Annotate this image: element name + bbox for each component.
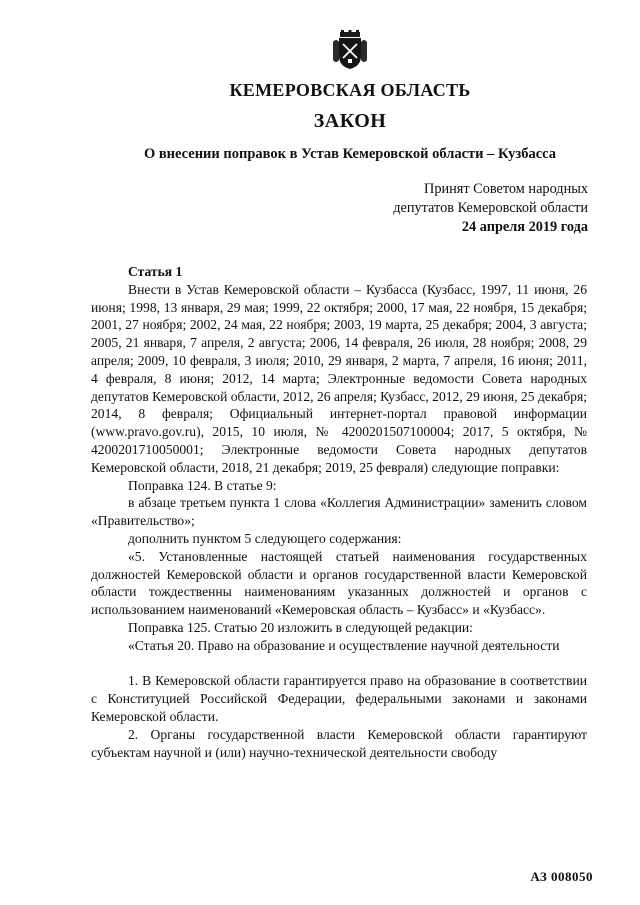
article-intro: Внести в Устав Кемеровской области – Кузбасса (Кузбасс, 1997, 11 июня, 26 июня; 1998, 13 января, 29 мая; 1999, 22 октября; 2000, 17 мая, 22 ноября, 15 декабря; 2001, 27 ноября; 2002, 24 мая, 22 ноября; 2003, 19 марта, 25 декабря; 2004, 3 августа; 2005, 21 января, 7 апреля, 2 августа; 2006, 14 февраля, 26 июля, 28 ноября; 2008, 29 апреля; 2009, 10 февраля, 3 июля; 2010, 29 января, 2 марта, 7 апреля, 16 июня; 2011, 4 февраля, 8 июня; 2012, 14 марта; Электронные ведомости Совета народных депутатов Кемеровской области, 2012, 26 апреля; Кузбасс, 2012, 29 июня, 25 декабря; 2014, 8 февраля; Официальный интернет-портал правовой информации (www.pravo.gov.ru), 2015, 10 июля, № 4200201507100004; 2017, 5 октября, № 4200201710050001; Электронные ведомости Совета народных депутатов Кемеровской области, 2018, 21 декабря; 2019, 25 февраля) следующие поправки: [91, 281, 588, 475]
law-subject: О внесении поправок в Устав Кемеровской области – Кузбасса [143, 146, 557, 162]
amendment-124-paragraph-2: дополнить пунктом 5 следующего содержания: [128, 530, 402, 546]
region-heading: КЕМЕРОВСКАЯ ОБЛАСТЬ [229, 80, 471, 100]
amendment-125-article-heading: «Статья 20. Право на образование и осуществление научной деятельности [128, 637, 560, 653]
adoption-line-2: депутатов Кемеровской области [393, 200, 588, 216]
article-20-point-2: 2. Органы государственной власти Кемеровской области гарантируют субъектам научной и (или) научно-технической деятельности свободу [91, 726, 587, 760]
article-20-point-1: 1. В Кемеровской области гарантируется право на образование в соответствии с Конституцией Российской Федерации, федеральными законами и законами Кемеровской области. [91, 673, 587, 724]
document-serial-number: АЗ 008050 [530, 869, 593, 884]
amendment-124-title: Поправка 124. В статье 9: [128, 477, 277, 493]
adoption-line-1: Принят Советом народных [424, 181, 588, 197]
adoption-block [393, 180, 588, 237]
article-title: Статья 1 [128, 264, 183, 279]
adoption-date: 24 апреля 2019 года [461, 219, 588, 235]
amendment-125-title: Поправка 125. Статью 20 изложить в следующей редакции: [128, 619, 473, 635]
law-body [91, 263, 587, 761]
spacer [91, 655, 587, 673]
coat-of-arms-icon [330, 30, 370, 70]
document-type-heading: ЗАКОН [313, 110, 387, 132]
amendment-124-paragraph-3: «5. Установленные настоящей статьей наименования государственных должностей Кемеровской области и органов государственной власти Кемеровской области тождественны наименованиям указанных должностей и органов с использованием наименований «Кемеровская область – Кузбасс» и «Кузбасс». [91, 548, 587, 618]
amendment-124-paragraph-1: в абзаце третьем пункта 1 слова «Коллегия Администрации» заменить словом «Правительство»; [91, 495, 587, 529]
